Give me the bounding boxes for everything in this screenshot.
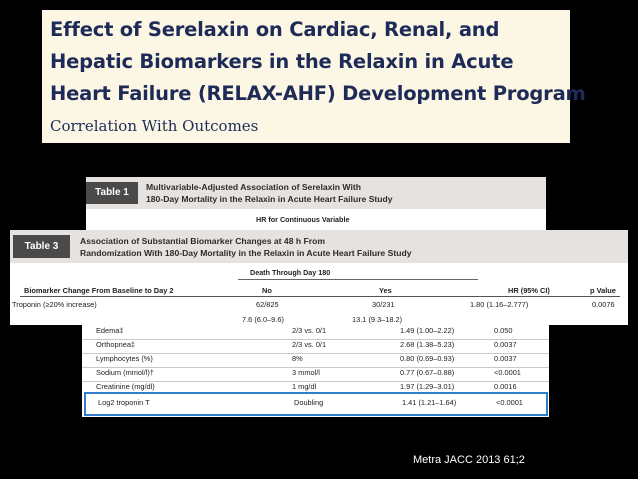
table-1-label: Table 1 bbox=[86, 182, 138, 204]
row-hr: 1.41 (1.21–1.64) bbox=[402, 398, 457, 407]
row-p: 0.050 bbox=[494, 326, 513, 335]
title-line-2: Hepatic Biomarkers in the Relaxin in Acute bbox=[50, 50, 514, 73]
row-variable: Orthopnea‡ bbox=[96, 340, 136, 349]
troponin-p: 0.0076 bbox=[592, 300, 615, 309]
row-hr: 0.77 (0.67–0.88) bbox=[400, 368, 455, 377]
row-variable: Edema‡ bbox=[96, 326, 124, 335]
row-hr: 2.68 (1.38–5.23) bbox=[400, 340, 455, 349]
col-header-p: p Value bbox=[590, 286, 616, 295]
death-through-day-header: Death Through Day 180 bbox=[250, 268, 331, 277]
row-change: Doubling bbox=[294, 398, 324, 407]
troponin-yes: 30/231 bbox=[372, 300, 395, 309]
row-p: 0.0037 bbox=[494, 354, 517, 363]
troponin-label: Troponin (≥20% increase) bbox=[12, 300, 97, 309]
row-change: 2/3 vs. 0/1 bbox=[292, 326, 327, 335]
row-p: 0.0037 bbox=[494, 340, 517, 349]
row-change: 2/3 vs. 0/1 bbox=[292, 340, 327, 349]
table-1-subheader: HR for Continuous Variable bbox=[256, 215, 350, 224]
table-3 bbox=[10, 230, 628, 325]
table-3-caption-line-2: Randomization With 180-Day Mortality in the Relaxin in Acute Heart Failure Study bbox=[80, 248, 412, 258]
table-3-header bbox=[10, 230, 628, 263]
table-3-caption bbox=[80, 235, 411, 259]
row-variable: Log2 troponin T bbox=[98, 398, 150, 407]
subtitle: Correlation With Outcomes bbox=[50, 117, 259, 135]
table-1-caption-line-1: Multivariable-Adjusted Association of Serelaxin With bbox=[146, 182, 361, 192]
citation: Metra JACC 2013 61;2 bbox=[413, 454, 525, 466]
col-header-no: No bbox=[262, 286, 272, 295]
table-1-rows bbox=[82, 325, 549, 417]
troponin-no: 62/825 bbox=[256, 300, 279, 309]
row-hr: 1.49 (1.00–2.22) bbox=[400, 326, 455, 335]
row-hr: 1.97 (1.29–3.01) bbox=[400, 382, 455, 391]
title-line-3: Heart Failure (RELAX-AHF) Development Program bbox=[50, 82, 586, 105]
slide-title-box bbox=[42, 10, 586, 143]
troponin-yes-rate: 13.1 (9.3–18.2) bbox=[352, 315, 403, 324]
column-header-rule bbox=[20, 296, 620, 297]
header-rule bbox=[238, 279, 478, 280]
table-1-caption-line-2: 180-Day Mortality in the Relaxin in Acute Heart Failure Study bbox=[146, 194, 393, 204]
row-p: 0.0016 bbox=[494, 382, 517, 391]
highlighted-row-log2-troponin bbox=[84, 392, 548, 416]
table-row bbox=[84, 396, 551, 411]
row-p: <0.0001 bbox=[494, 368, 521, 377]
row-change: 1 mg/dl bbox=[292, 382, 317, 391]
table-1-header bbox=[86, 177, 546, 209]
title-line-1: Effect of Serelaxin on Cardiac, Renal, and bbox=[50, 18, 500, 41]
table-1 bbox=[86, 177, 546, 233]
col-header-yes: Yes bbox=[379, 286, 392, 295]
row-hr: 0.80 (0.69–0.93) bbox=[400, 354, 455, 363]
table-1-caption bbox=[146, 181, 393, 205]
table-3-label: Table 3 bbox=[13, 235, 70, 258]
row-variable: Sodium (mmol/l)† bbox=[96, 368, 154, 377]
table-3-caption-line-1: Association of Substantial Biomarker Changes at 48 h From bbox=[80, 236, 325, 246]
col-header-change: Biomarker Change From Baseline to Day 2 bbox=[24, 286, 174, 295]
troponin-no-rate: 7.6 (6.0–9.6) bbox=[242, 315, 284, 324]
row-change: 8% bbox=[292, 354, 303, 363]
row-p: <0.0001 bbox=[496, 398, 523, 407]
row-change: 3 mmol/l bbox=[292, 368, 320, 377]
troponin-hr: 1.80 (1.16–2.777) bbox=[470, 300, 529, 309]
row-variable: Lymphocytes (%) bbox=[96, 354, 153, 363]
row-variable: Creatinine (mg/dl) bbox=[96, 382, 155, 391]
col-header-hr: HR (95% CI) bbox=[508, 286, 550, 295]
